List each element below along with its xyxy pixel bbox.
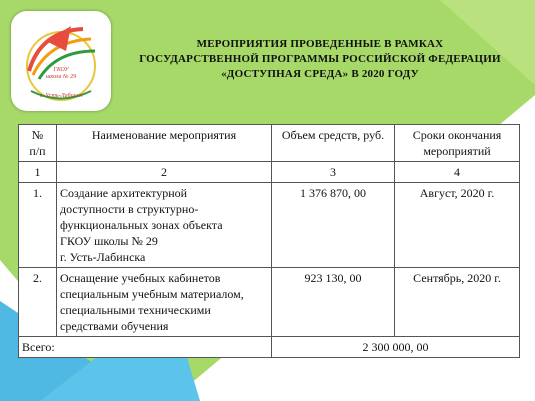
row-name [57, 183, 272, 268]
total-label: Всего: [19, 337, 272, 358]
title-line-2: ГОСУДАРСТВЕННОЙ ПРОГРАММЫ РОССИЙСКОЙ ФЕДЕРАЦИИ [139, 53, 501, 65]
header-num-line1: № [31, 128, 44, 142]
table-row [19, 268, 520, 337]
row-deadline: Август, 2020 г. [395, 183, 520, 268]
logo-text-3: г. Усть-Лабинск [39, 93, 83, 99]
row-name-line: специальным учебным материалом, [60, 287, 244, 301]
row-amount: 1 376 870, 00 [272, 183, 395, 268]
header-deadline-line2: мероприятий [423, 144, 491, 158]
row-name-line: специальными техническими [60, 303, 211, 317]
events-table [18, 124, 520, 358]
table-total-row [19, 337, 520, 358]
header-num-line2: п/п [29, 144, 46, 158]
table-index-row [19, 162, 520, 183]
row-num: 1. [19, 183, 57, 268]
header-amount: Объем средств, руб. [272, 125, 395, 162]
row-name [57, 268, 272, 337]
logo-text-1: ГКОУ [53, 67, 69, 73]
row-name-line: Создание архитектурной [60, 186, 188, 200]
index-cell-2: 2 [57, 162, 272, 183]
index-cell-4: 4 [395, 162, 520, 183]
table-header-row [19, 125, 520, 162]
row-amount: 923 130, 00 [272, 268, 395, 337]
row-name-line: ГКОУ школы № 29 [60, 234, 158, 248]
row-name-line: средствами обучения [60, 319, 169, 333]
title-line-3: «ДОСТУПНАЯ СРЕДА» В 2020 ГОДУ [221, 68, 419, 80]
header-num [19, 125, 57, 162]
header-deadline [395, 125, 520, 162]
index-cell-3: 3 [272, 162, 395, 183]
total-value: 2 300 000, 00 [272, 337, 520, 358]
school-logo [11, 11, 111, 111]
logo-text-2: школа № 29 [45, 74, 77, 80]
index-cell-1: 1 [19, 162, 57, 183]
row-name-line: функциональных зонах объекта [60, 218, 223, 232]
page-title [120, 37, 520, 82]
row-num: 2. [19, 268, 57, 337]
row-name-line: Оснащение учебных кабинетов [60, 271, 221, 285]
row-name-line: г. Усть-Лабинска [60, 250, 146, 264]
row-name-line: доступности в структурно- [60, 202, 199, 216]
header-deadline-line1: Сроки окончания [412, 128, 502, 142]
title-line-1: МЕРОПРИЯТИЯ ПРОВЕДЕННЫЕ В РАМКАХ [196, 38, 444, 50]
header-name: Наименование мероприятия [57, 125, 272, 162]
table-row [19, 183, 520, 268]
row-deadline: Сентябрь, 2020 г. [395, 268, 520, 337]
